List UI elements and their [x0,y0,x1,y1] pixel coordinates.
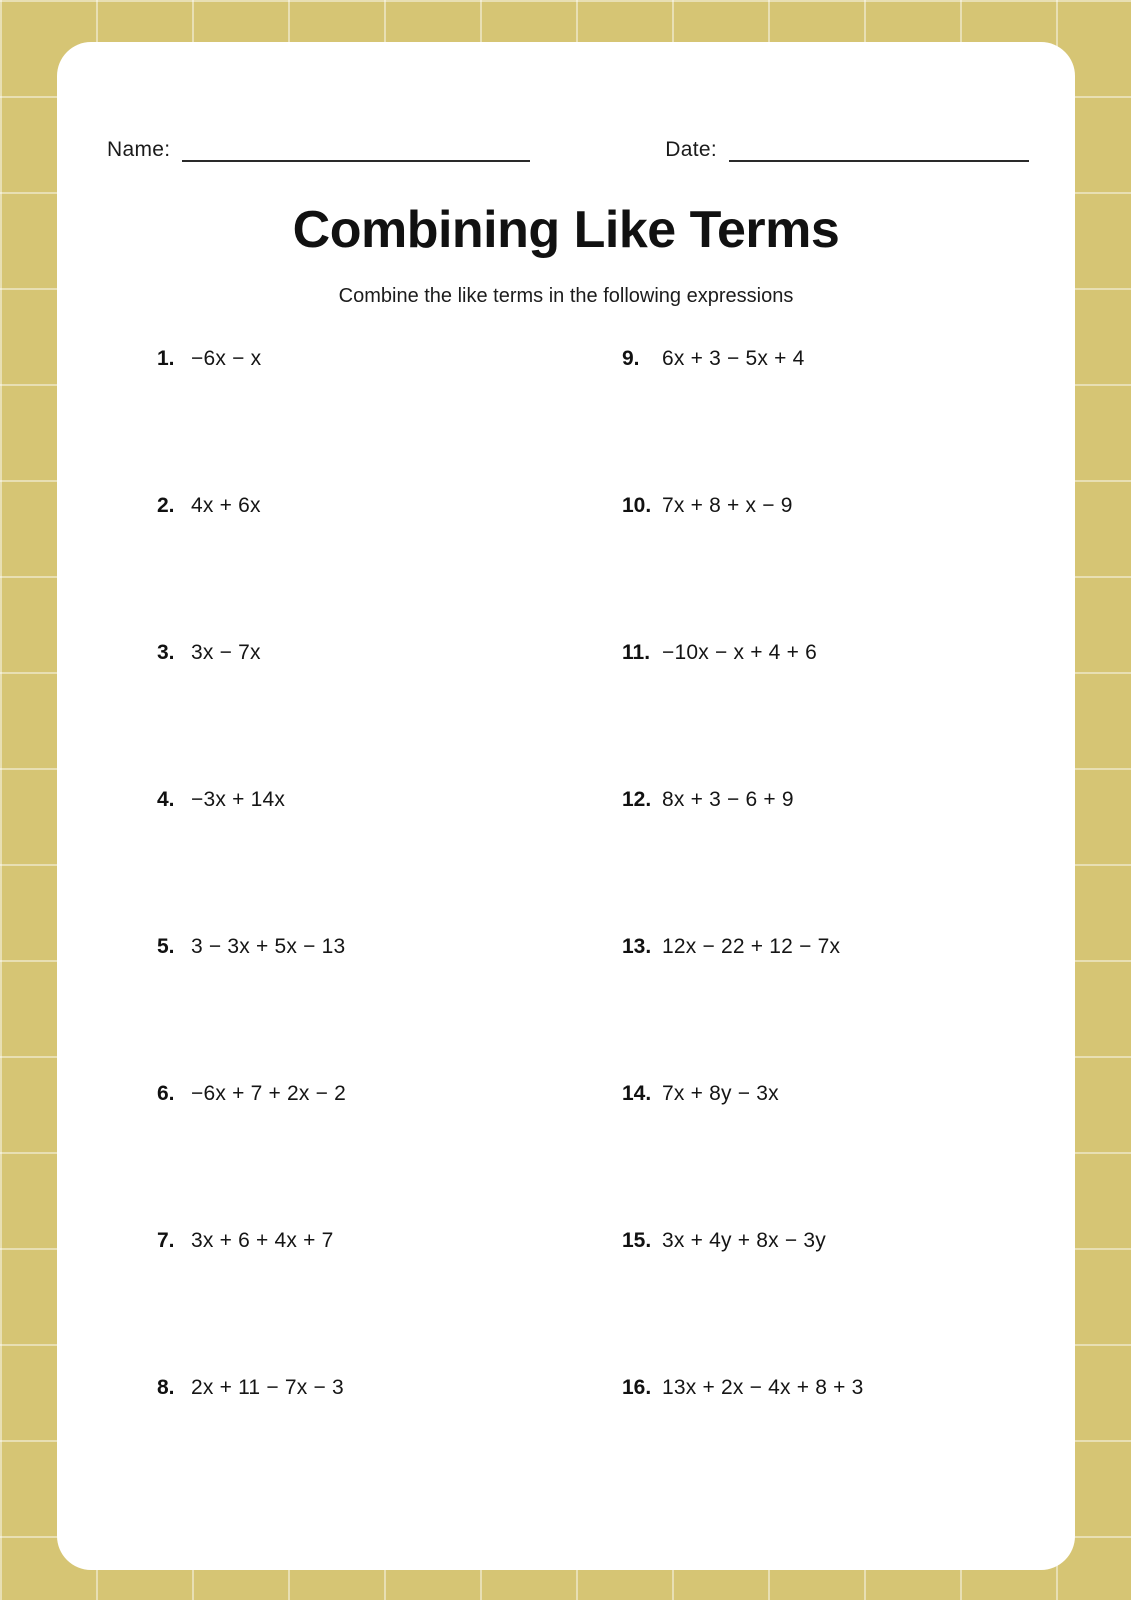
problem-number: 6. [157,1082,175,1105]
problem-expression: 3x + 6 + 4x + 7 [191,1229,334,1252]
problem-number: 14. [622,1082,652,1105]
student-meta-row [107,138,1029,162]
problem-expression: −6x − x [191,347,262,370]
problem-item [622,935,1075,1082]
problem-expression: −10x − x + 4 + 6 [662,641,817,664]
problem-item [622,1082,1075,1229]
problem-number: 2. [157,494,175,517]
problem-expression: 6x + 3 − 5x + 4 [662,347,805,370]
problem-expression: 3x + 4y + 8x − 3y [662,1229,826,1252]
problem-expression: 2x + 11 − 7x − 3 [191,1376,344,1399]
problem-number: 16. [622,1376,652,1399]
problem-item [157,1082,566,1229]
problem-expression: 12x − 22 + 12 − 7x [662,935,841,958]
problem-item [622,1229,1075,1376]
problem-number: 3. [157,641,175,664]
worksheet-sheet [57,42,1075,1570]
problem-expression: 3x − 7x [191,641,261,664]
date-label: Date: [665,138,717,161]
problem-expression: 8x + 3 − 6 + 9 [662,788,794,811]
problem-item [622,494,1075,641]
problem-expression: 7x + 8 + x − 9 [662,494,793,517]
problem-expression: −3x + 14x [191,788,286,811]
problem-expression: 7x + 8y − 3x [662,1082,779,1105]
worksheet-subtitle: Combine the like terms in the following expressions [338,285,794,307]
problem-expression: 13x + 2x − 4x + 8 + 3 [662,1376,864,1399]
problem-item [157,935,566,1082]
name-write-line[interactable] [182,144,530,162]
problem-number: 15. [622,1229,652,1252]
problem-number: 11. [622,641,651,664]
name-field [107,138,530,162]
problem-number: 1. [157,347,175,370]
problem-number: 4. [157,788,175,811]
worksheet-title: Combining Like Terms [292,201,840,259]
problem-item [622,788,1075,935]
name-label: Name: [107,138,171,161]
problem-item [622,347,1075,494]
problem-expression: 3 − 3x + 5x − 13 [191,935,346,958]
problem-item [157,347,566,494]
problem-number: 8. [157,1376,175,1399]
problem-item [622,641,1075,788]
problem-item [622,1376,1075,1523]
problems-column-left [57,347,566,1523]
problem-number: 13. [622,935,652,958]
problem-item [157,1376,566,1523]
date-field [665,138,1029,162]
problem-item [157,494,566,641]
problem-item [157,788,566,935]
problem-number: 5. [157,935,175,958]
problem-expression: −6x + 7 + 2x − 2 [191,1082,346,1105]
problem-expression: 4x + 6x [191,494,261,517]
problem-number: 9. [622,347,640,370]
problem-number: 10. [622,494,652,517]
problems-columns [57,347,1075,1523]
date-write-line[interactable] [729,144,1029,162]
problem-item [157,641,566,788]
problem-number: 12. [622,788,652,811]
problems-column-right [566,347,1075,1523]
problem-number: 7. [157,1229,175,1252]
problem-item [157,1229,566,1376]
